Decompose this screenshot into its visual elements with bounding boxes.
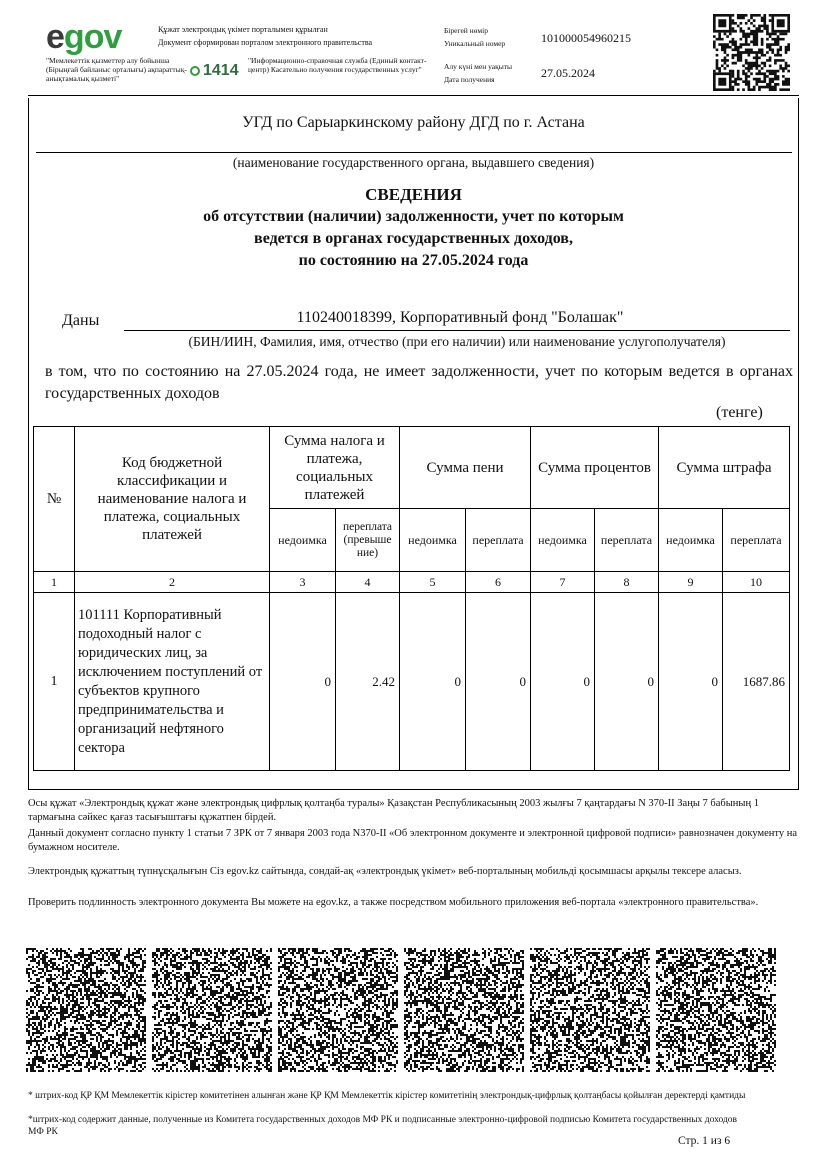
currency-label: (тенге) — [716, 404, 763, 421]
debt-table — [33, 426, 790, 771]
title-line-3: ведется в органах государственных доходов, — [254, 230, 573, 247]
header-fine: Сумма штрафа — [659, 427, 790, 509]
column-number: 5 — [400, 572, 466, 593]
row-value: 0 — [531, 593, 595, 771]
barcode-1-icon — [26, 948, 146, 1072]
column-number: 10 — [723, 572, 790, 593]
document-title — [28, 184, 799, 272]
verify-note-ru: Проверить подлинность электронного документа Вы можете на egov.kz, а также посредством мобильного приложения веб-портала «электронного правительства». — [28, 897, 759, 908]
title-line-1: СВЕДЕНИЯ — [365, 185, 462, 204]
given-value: 110240018399, Корпоративный фонд "Болашак" — [296, 309, 624, 326]
given-caption: (БИН/ИИН, Фамилия, имя, отчество (при его наличии) или наименование услугополучателя) — [188, 334, 726, 349]
table-row — [34, 593, 790, 771]
phone-icon — [190, 66, 200, 76]
unique-number-label — [444, 26, 505, 48]
row-value: 1687.86 — [723, 593, 790, 771]
subheader-arrears: недоимка — [659, 509, 723, 572]
given-label: Даны — [62, 312, 100, 329]
qr-code-icon — [713, 14, 790, 91]
logo-subtitle: "Мемлекеттік қызметтер алу бойынша (Бірыңғай байланыс орталығы) ақпараттық-анықтамалық қызметі" — [46, 56, 187, 83]
portal-note-kz: Құжат электрондық үкімет порталымен құрылған — [158, 25, 328, 34]
subheader-overpay: переплата (превыше ние) — [336, 509, 400, 572]
row-value: 0 — [466, 593, 531, 771]
contact-center-note: "Информационно-справочная служба (Единый контакт-центр) Касательно получения государственных услуг" — [248, 56, 427, 74]
row-value: 2.42 — [336, 593, 400, 771]
column-number-row — [34, 572, 790, 593]
logo-e: e — [46, 18, 64, 56]
legal-note-ru: Данный документ согласно пункту 1 статьи 7 ЗРК от 7 января 2003 года N370-II «Об электронном документе и электронной цифровой подписи» равнозначен документу на бумажном носителе. — [28, 828, 797, 853]
row-value: 0 — [659, 593, 723, 771]
header-no: № — [34, 427, 75, 572]
header-code: Код бюджетной классификации и наименование налога и платежа, социальных платежей — [75, 427, 270, 572]
legal-note-kz: Осы құжат «Электрондық құжат және электрондық цифрлық қолтаңба туралы» Қазақстан Республикасының 2003 жылғы 7 қаңтардағы N 370-II Заңы 7 бабының 1 тармағына сәйкес қағаз тасығыштағы құжатпен бірдей. — [28, 798, 759, 823]
header-divider — [28, 95, 799, 96]
footer-note-ru: *штрих-код содержит данные, полученные из Комитета государственных доходов МФ РК и подписанные электронно-цифровой подписью Комитета государственных доходов МФ РК — [28, 1115, 738, 1137]
date-label-kz: Алу күні мен уақыты — [444, 62, 513, 71]
org-caption: (наименование государственного органа, выдавшего сведения) — [232, 155, 595, 170]
subheader-overpay: переплата — [723, 509, 790, 572]
row-value: 0 — [400, 593, 466, 771]
column-number: 8 — [595, 572, 659, 593]
subheader-overpay: переплата — [466, 509, 531, 572]
barcode-5-icon — [530, 948, 650, 1072]
row-no: 1 — [34, 593, 75, 771]
table-header-row — [34, 427, 790, 509]
unique-label-ru: Уникальный номер — [444, 39, 506, 48]
receipt-date-label — [444, 62, 512, 84]
column-number: 7 — [531, 572, 595, 593]
barcode-4-icon — [404, 948, 524, 1072]
statement-text: в том, что по состоянию на 27.05.2024 года, не имеет задолженности, учет по которым ведется в органах государственных доходов — [45, 363, 793, 402]
barcode-3-icon — [278, 948, 398, 1072]
unique-number-value: 101000054960215 — [541, 31, 631, 45]
header-interest: Сумма процентов — [531, 427, 659, 509]
row-tax-name: 101111 Корпоративный подоходный налог с юридических лиц, за исключением поступлений от субъектов крупного предпринимательства и организаций нефтяного сектора — [75, 593, 270, 771]
date-label-ru: Дата получения — [444, 75, 495, 84]
column-number: 6 — [466, 572, 531, 593]
title-line-4: по состоянию на 27.05.2024 года — [298, 252, 529, 269]
unique-label-kz: Бірегей нөмір — [444, 26, 489, 35]
header-penalty: Сумма пени — [400, 427, 531, 509]
title-line-2: об отсутствии (наличии) задолженности, учет по которым — [203, 208, 624, 225]
header-tax: Сумма налога и платежа, социальных платежей — [270, 427, 400, 509]
signature-barcodes — [26, 948, 778, 1076]
barcode-6-icon — [656, 948, 776, 1072]
org-name: УГД по Сарыаркинскому району ДГД по г. Астана — [242, 114, 585, 131]
subheader-arrears: недоимка — [270, 509, 336, 572]
page-number: Стр. 1 из 6 — [678, 1135, 731, 1147]
egov-logo — [46, 18, 121, 57]
given-underline — [124, 330, 790, 331]
phone-number: 1414 — [203, 62, 239, 79]
portal-note — [158, 23, 428, 49]
receipt-date-value: 27.05.2024 — [541, 66, 595, 80]
column-number: 9 — [659, 572, 723, 593]
footer-note-kz: * штрих-код ҚР ҚМ Мемлекеттік кірістер комитетінен алынған және ҚР ҚМ Мемлекеттік кірістер комитетінің электрондық-цифрлық қолтаңбасы қойылған деректерді қамтиды — [28, 1091, 746, 1101]
subheader-arrears: недоимка — [531, 509, 595, 572]
column-number: 4 — [336, 572, 400, 593]
contact-phone — [190, 62, 239, 80]
column-number: 1 — [34, 572, 75, 593]
subheader-arrears: недоимка — [400, 509, 466, 572]
logo-gov: gov — [63, 18, 122, 56]
portal-note-ru: Документ сформирован порталом электронного правительства — [158, 38, 373, 47]
row-value: 0 — [595, 593, 659, 771]
org-underline — [36, 152, 792, 153]
barcode-2-icon — [152, 948, 272, 1072]
subheader-overpay: переплата — [595, 509, 659, 572]
verify-note-kz: Электрондық құжаттың түпнұсқалығын Сіз egov.kz сайтында, сондай-ақ «электрондық үкімет» веб-порталының мобильді қосымшасы арқылы тексере аласыз. — [28, 866, 742, 877]
row-value: 0 — [270, 593, 336, 771]
column-number: 2 — [75, 572, 270, 593]
column-number: 3 — [270, 572, 336, 593]
